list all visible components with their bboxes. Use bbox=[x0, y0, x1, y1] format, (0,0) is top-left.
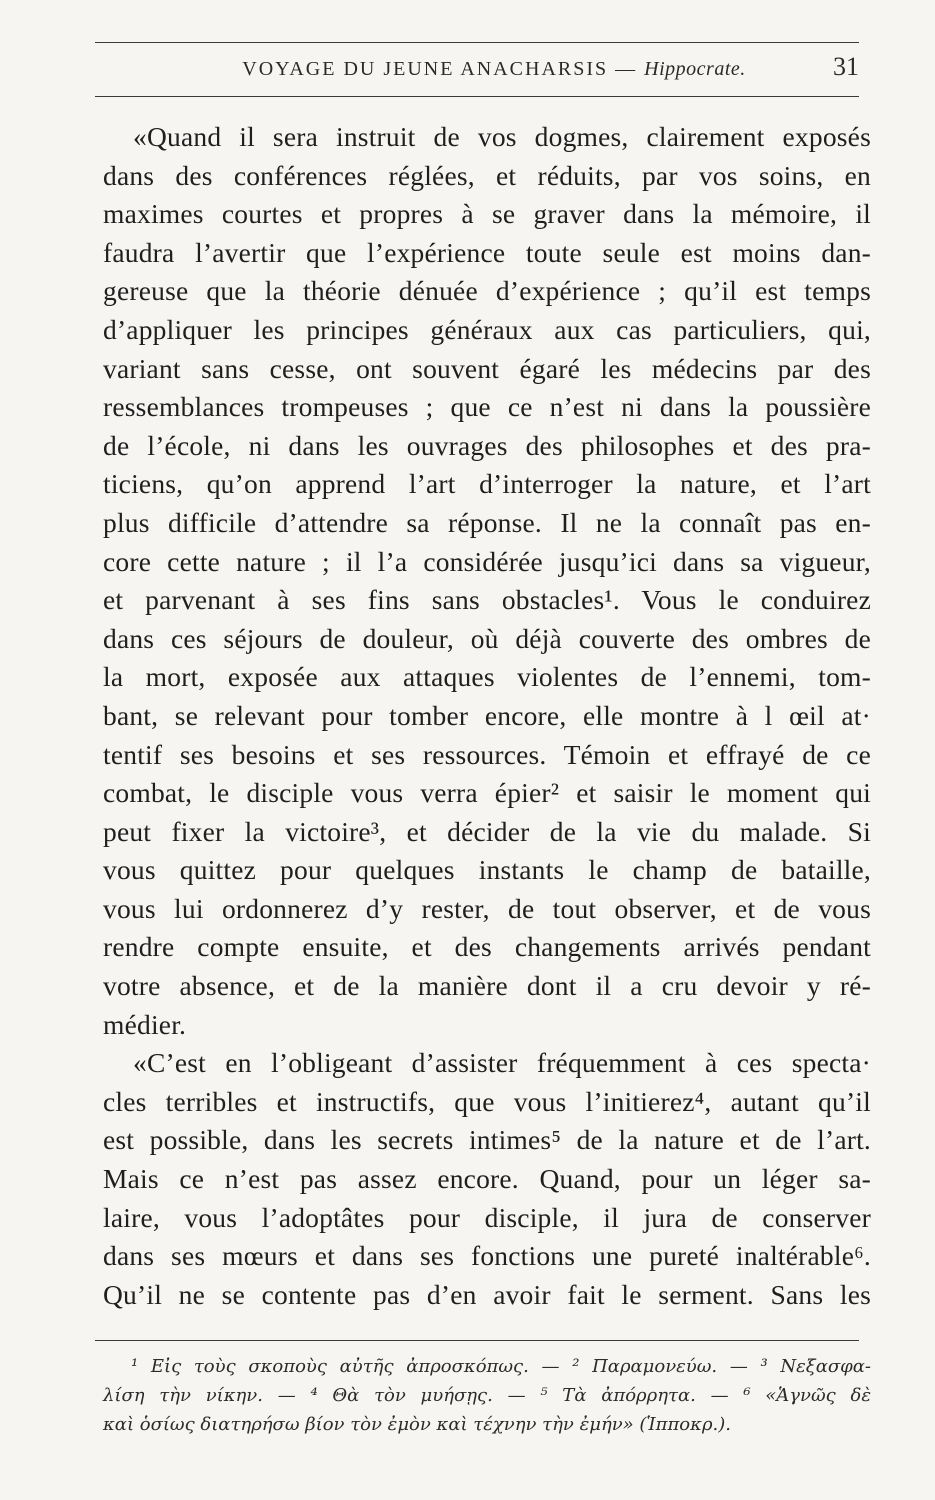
body-text bbox=[103, 118, 871, 1314]
body-line: votre absence, et de la manière dont il a cru devoir y ré- bbox=[103, 970, 871, 1002]
footnote-line: λίση τὴν νίκην. — ⁴ Θὰ τὸν μυήσῃς. — ⁵ Τὰ ἀπόρρητα. — ⁶ «Ἁγνῶς δὲ bbox=[103, 1385, 871, 1406]
footnote-line: ¹ Εἰς τοὺς σκοποὺς αὐτῆς ἀπροσκόπως. — ² Παραμονεύω. — ³ Νεξασφα- bbox=[131, 1356, 871, 1377]
body-line: laire, vous l’adoptâtes pour disciple, il jura de conserver bbox=[103, 1201, 871, 1233]
body-line: variant sans cesse, ont souvent égaré les médecins par des bbox=[103, 352, 871, 384]
footnote-rule bbox=[95, 1340, 859, 1341]
body-line: rendre compte ensuite, et des changements arrivés pendant bbox=[103, 931, 871, 963]
body-line: plus difficile d’attendre sa réponse. Il ne la connaît pas en- bbox=[103, 506, 871, 538]
body-line: peut fixer la victoire³, et décider de la vie du malade. Si bbox=[103, 815, 871, 847]
body-line: la mort, exposée aux attaques violentes de l’ennemi, tom- bbox=[103, 661, 871, 693]
body-line: maximes courtes et propres à se graver dans la mémoire, il bbox=[103, 198, 871, 230]
header-rule bbox=[95, 96, 859, 97]
body-line: d’appliquer les principes généraux aux cas particuliers, qui, bbox=[103, 313, 871, 345]
body-line: de l’école, ni dans les ouvrages des philosophes et des pra- bbox=[103, 429, 871, 461]
running-title-italic: Hippocrate. bbox=[644, 58, 746, 80]
body-line: tentif ses besoins et ses ressources. Témoin et effrayé de ce bbox=[103, 738, 871, 770]
body-line: faudra l’avertir que l’expérience toute seule est moins dan- bbox=[103, 236, 871, 268]
body-line: dans ses mœurs et dans ses fonctions une pureté inaltérable⁶. bbox=[103, 1240, 871, 1272]
running-title bbox=[95, 58, 833, 81]
body-line: vous quittez pour quelques instants le champ de bataille, bbox=[103, 854, 871, 886]
body-line: cles terribles et instructifs, que vous l’initierez⁴, autant qu’il bbox=[103, 1085, 871, 1117]
body-line: et parvenant à ses fins sans obstacles¹. Vous le conduirez bbox=[103, 584, 871, 616]
body-line: ticiens, qu’on apprend l’art d’interroger la nature, et l’art bbox=[103, 468, 871, 500]
body-line: «Quand il sera instruit de vos dogmes, clairement exposés bbox=[133, 121, 871, 152]
top-rule bbox=[95, 42, 859, 43]
footnotes bbox=[103, 1352, 871, 1439]
body-line: dans des conférences réglées, et réduits, par vos soins, en bbox=[103, 159, 871, 191]
body-line: Mais ce n’est pas assez encore. Quand, pour un léger sa- bbox=[103, 1163, 871, 1195]
body-line: dans ces séjours de douleur, où déjà couverte des ombres de bbox=[103, 622, 871, 654]
body-line: médier. bbox=[103, 1008, 187, 1040]
running-title-text: VOYAGE DU JEUNE ANACHARSIS — bbox=[242, 58, 638, 80]
body-line: Qu’il ne se contente pas d’en avoir fait le serment. Sans les bbox=[103, 1278, 871, 1310]
page-number: 31 bbox=[833, 52, 859, 81]
body-line: gereuse que la théorie dénuée d’expérience ; qu’il est temps bbox=[103, 275, 871, 307]
body-line: bant, se relevant pour tomber encore, elle montre à l œil at· bbox=[103, 699, 871, 731]
running-header bbox=[95, 52, 859, 88]
body-line: core cette nature ; il l’a considérée jusqu’ici dans sa vigueur, bbox=[103, 545, 871, 577]
body-line: ressemblances trompeuses ; que ce n’est ni dans la poussière bbox=[103, 391, 871, 423]
footnote-line: καὶ ὁσίως διατηρήσω βίον τὸν ἐμὸν καὶ τέχνην τὴν ἐμήν» (Ἱπποκρ.). bbox=[103, 1414, 731, 1435]
body-line: combat, le disciple vous verra épier² et saisir le moment qui bbox=[103, 777, 871, 809]
body-line: vous lui ordonnerez d’y rester, de tout observer, et de vous bbox=[103, 892, 871, 924]
body-line: est possible, dans les secrets intimes⁵ de la nature et de l’art. bbox=[103, 1124, 871, 1156]
body-line: «C’est en l’obligeant d’assister fréquemment à ces specta· bbox=[133, 1047, 871, 1079]
